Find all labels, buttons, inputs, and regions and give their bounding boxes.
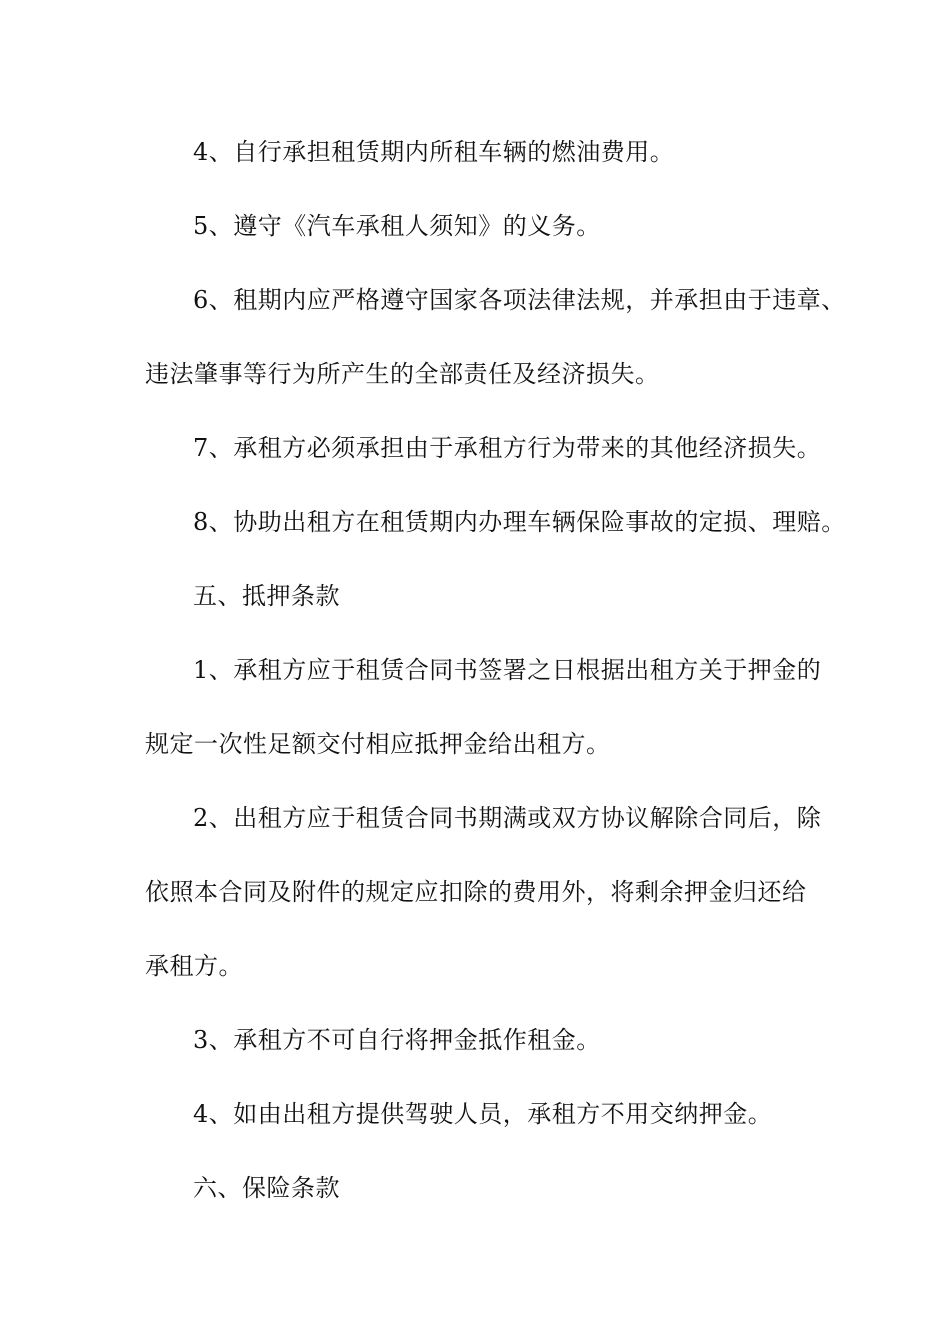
clause-line-continuation: 承租方。 — [145, 952, 243, 980]
clause-line-continuation: 依照本合同及附件的规定应扣除的费用外，将剩余押金归还给 — [145, 878, 807, 906]
clause-line: 6、租期内应严格遵守国家各项法律法规，并承担由于违章、 — [193, 286, 846, 314]
clause-line: 8、协助出租方在租赁期内办理车辆保险事故的定损、理赔。 — [193, 508, 846, 536]
clause-line: 4、如由出租方提供驾驶人员，承租方不用交纳押金。 — [193, 1100, 773, 1128]
clause-line-continuation: 规定一次性足额交付相应抵押金给出租方。 — [145, 730, 611, 758]
clause-line: 4、自行承担租赁期内所租车辆的燃油费用。 — [193, 138, 675, 166]
clause-line-continuation: 违法肇事等行为所产生的全部责任及经济损失。 — [145, 360, 660, 388]
clause-line: 5、遵守《汽车承租人须知》的义务。 — [193, 212, 601, 240]
clause-line: 2、出租方应于租赁合同书期满或双方协议解除合同后，除 — [193, 804, 822, 832]
clause-line: 7、承租方必须承担由于承租方行为带来的其他经济损失。 — [193, 434, 822, 462]
section-heading: 五、抵押条款 — [193, 582, 340, 610]
clause-line: 1、承租方应于租赁合同书签署之日根据出租方关于押金的 — [193, 656, 822, 684]
clause-line: 3、承租方不可自行将押金抵作租金。 — [193, 1026, 601, 1054]
document-body — [145, 115, 846, 1225]
section-heading: 六、保险条款 — [193, 1174, 340, 1202]
